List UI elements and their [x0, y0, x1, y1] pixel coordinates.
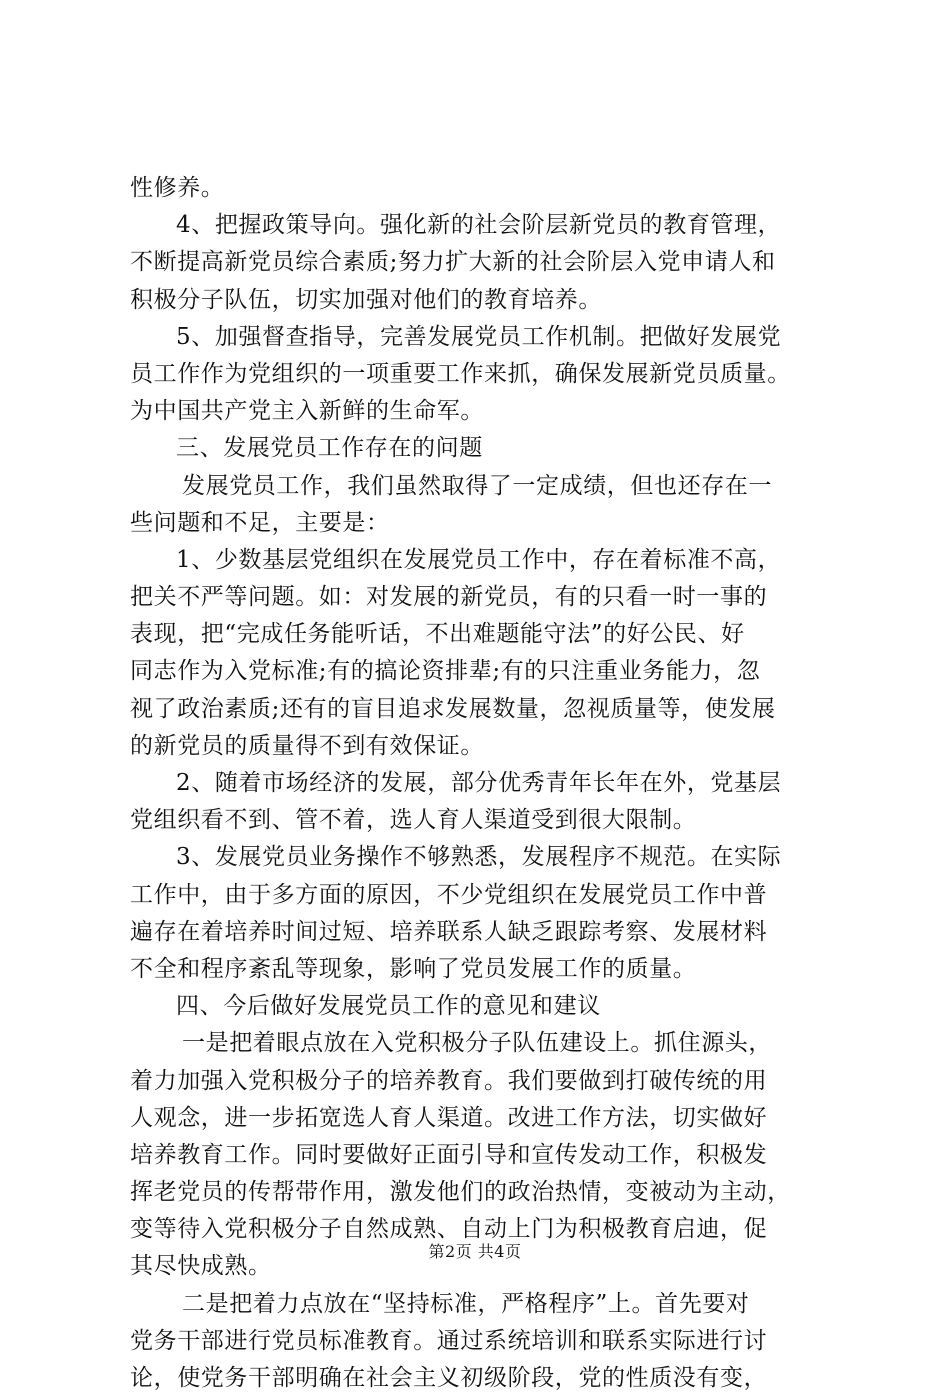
text-line: 视了政治素质;还有的盲目追求发展数量，忽视质量等，使发展: [130, 695, 776, 722]
text-line: 把关不严等问题。如：对发展的新党员，有的只看一时一事的: [130, 584, 768, 611]
text-line: 不断提高新党员综合素质;努力扩大新的社会阶层入党申请人和: [130, 249, 776, 276]
text-line: 积极分子队伍，切实加强对他们的教育培养。: [130, 286, 602, 313]
text-line: 工作中，由于多方面的原因，不少党组织在发展党员工作中普: [130, 881, 768, 908]
text-line: 发展党员工作，我们虽然取得了一定成绩，但也还存在一: [182, 472, 772, 499]
text-line: 的新党员的质量得不到有效保证。: [130, 732, 484, 759]
text-line: 其尽快成熟。: [130, 1253, 272, 1280]
text-line: 三、发展党员工作存在的问题: [176, 435, 483, 462]
text-line: 不全和程序紊乱等现象，影响了党员发展工作的质量。: [130, 955, 697, 982]
text-line: 1、少数基层党组织在发展党员工作中，存在着标准不高，: [176, 546, 782, 573]
text-line: 些问题和不足，主要是：: [130, 509, 390, 536]
text-line: 挥老党员的传帮带作用，激发他们的政治热情，变被动为主动，: [130, 1179, 791, 1206]
page-number-footer: 第2页 共4页: [428, 1242, 522, 1261]
text-line: 二是把着力点放在“坚持标准，严格程序”上。首先要对: [182, 1290, 750, 1317]
text-line: 变等待入党积极分子自然成熟、自动上门为积极教育启迪，促: [130, 1216, 768, 1243]
text-line: 四、今后做好发展党员工作的意见和建议: [176, 993, 601, 1020]
text-line: 着力加强入党积极分子的培养教育。我们要做到打破传统的用: [130, 1067, 768, 1094]
document-body: [130, 170, 830, 1397]
text-line: 3、发展党员业务操作不够熟悉，发展程序不规范。在实际: [176, 844, 782, 871]
text-line: 2、随着市场经济的发展，部分优秀青年长年在外，党基层: [176, 770, 782, 796]
text-line: 培养教育工作。同时要做好正面引导和宣传发动工作，积极发: [130, 1141, 768, 1168]
text-line: 员工作作为党组织的一项重要工作来抓，确保发展新党员质量。: [130, 360, 791, 387]
text-line: 人观念，进一步拓宽选人育人渠道。改进工作方法，切实做好: [130, 1104, 768, 1131]
text-line: 为中国共产党主入新鲜的生命军。: [130, 398, 484, 425]
text-line: 5、加强督查指导，完善发展党员工作机制。把做好发展党: [176, 323, 782, 350]
text-line: 表现，把“完成任务能听话，不出难题能守法”的好公民、好: [130, 621, 745, 648]
text-line: 遍存在着培养时间过短、培养联系人缺乏跟踪考察、发展材料: [130, 918, 768, 945]
text-line: 论，使党务干部明确在社会主义初级阶段，党的性质没有变，: [130, 1365, 768, 1391]
text-line: 性修养。: [130, 175, 225, 201]
text-line: 同志作为入党标准;有的搞论资排辈;有的只注重业务能力，忽: [130, 658, 761, 685]
text-line: 一是把着眼点放在入党积极分子队伍建设上。抓住源头，: [182, 1030, 772, 1057]
text-line: 党组织看不到、管不着，选人育人渠道受到很大限制。: [130, 807, 697, 834]
text-line: 党务干部进行党员标准教育。通过系统培训和联系实际进行讨: [130, 1327, 768, 1354]
text-line: 4、把握政策导向。强化新的社会阶层新党员的教育管理，: [176, 212, 782, 239]
